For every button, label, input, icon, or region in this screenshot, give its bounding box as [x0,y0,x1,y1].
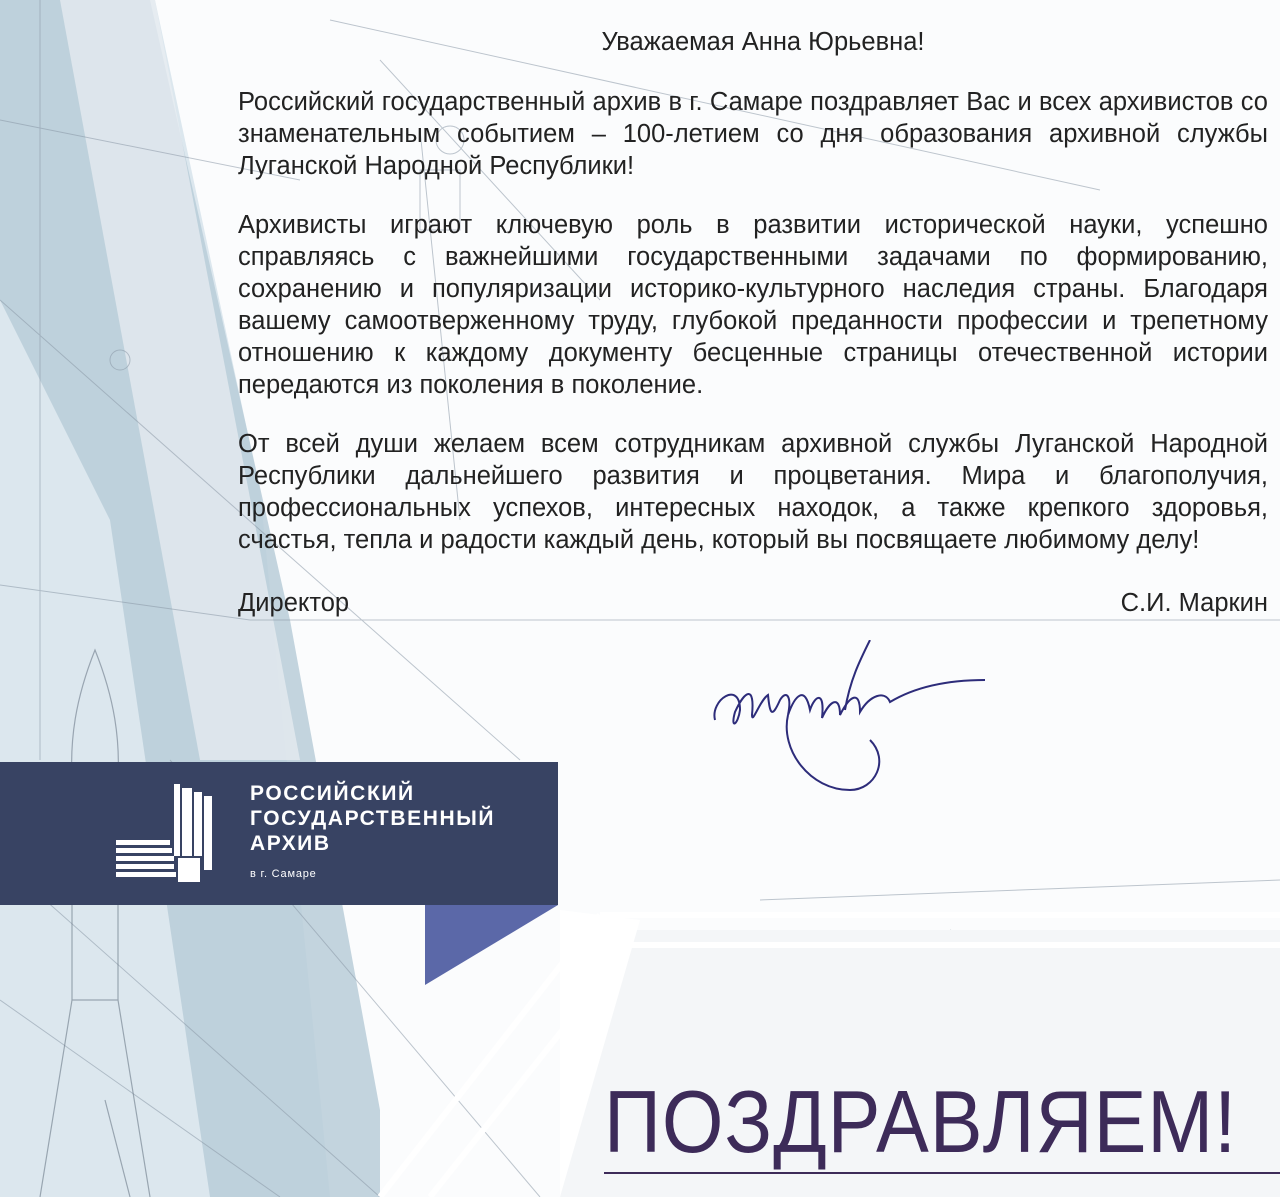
paragraph-2: Архивисты играют ключевую роль в развитии исторической науки, успешно справляясь с важнейшими государственными задачами по формированию, сохранению и популяризации историко-культурного наследия страны. Благодаря вашему самоотверженному труду, глубокой преданности профессии и трепетному отношению к каждому документу бесценные страницы отечественной истории передаются из поколения в поколение. [238,211,1268,399]
paragraph-1: Российский государственный архив в г. Самаре поздравляет Вас и всех архивистов со знаменательным событием – 100-летием со дня образования архивной службы Луганской Народной Республики! [238,88,1268,180]
accent-triangle [425,905,558,985]
logo-text-line-1: РОССИЙСКИЙ [250,782,415,805]
letter-body [238,26,1268,643]
paragraph-3: От всей души желаем всем сотрудникам архивной службы Луганской Народной Республики дальнейшего развития и процветания. Мира и благополучия, профессиональных успехов, интересных находок, а также крепкого здоровья, счастья, тепла и радости каждый день, который вы посвящаете любимому делу! [238,430,1268,554]
logo-subtitle: в г. Самаре [250,868,317,880]
signature-row [238,583,1268,643]
congratulations-headline: ПОЗДРАВЛЯЕМ! [604,1072,1238,1171]
headline-underline [604,1172,1280,1174]
signatory-title: Директор [238,589,350,617]
salutation: Уважаемая Анна Юрьевна! [601,28,925,56]
signatory-name: С.И. Маркин [1120,589,1268,617]
archive-building-icon [116,784,220,882]
handwritten-signature [700,640,1000,800]
logo-text-line-3: АРХИВ [250,832,331,855]
archive-logo-panel [0,762,558,905]
logo-text-line-2: ГОСУДАРСТВЕННЫЙ [250,807,496,830]
